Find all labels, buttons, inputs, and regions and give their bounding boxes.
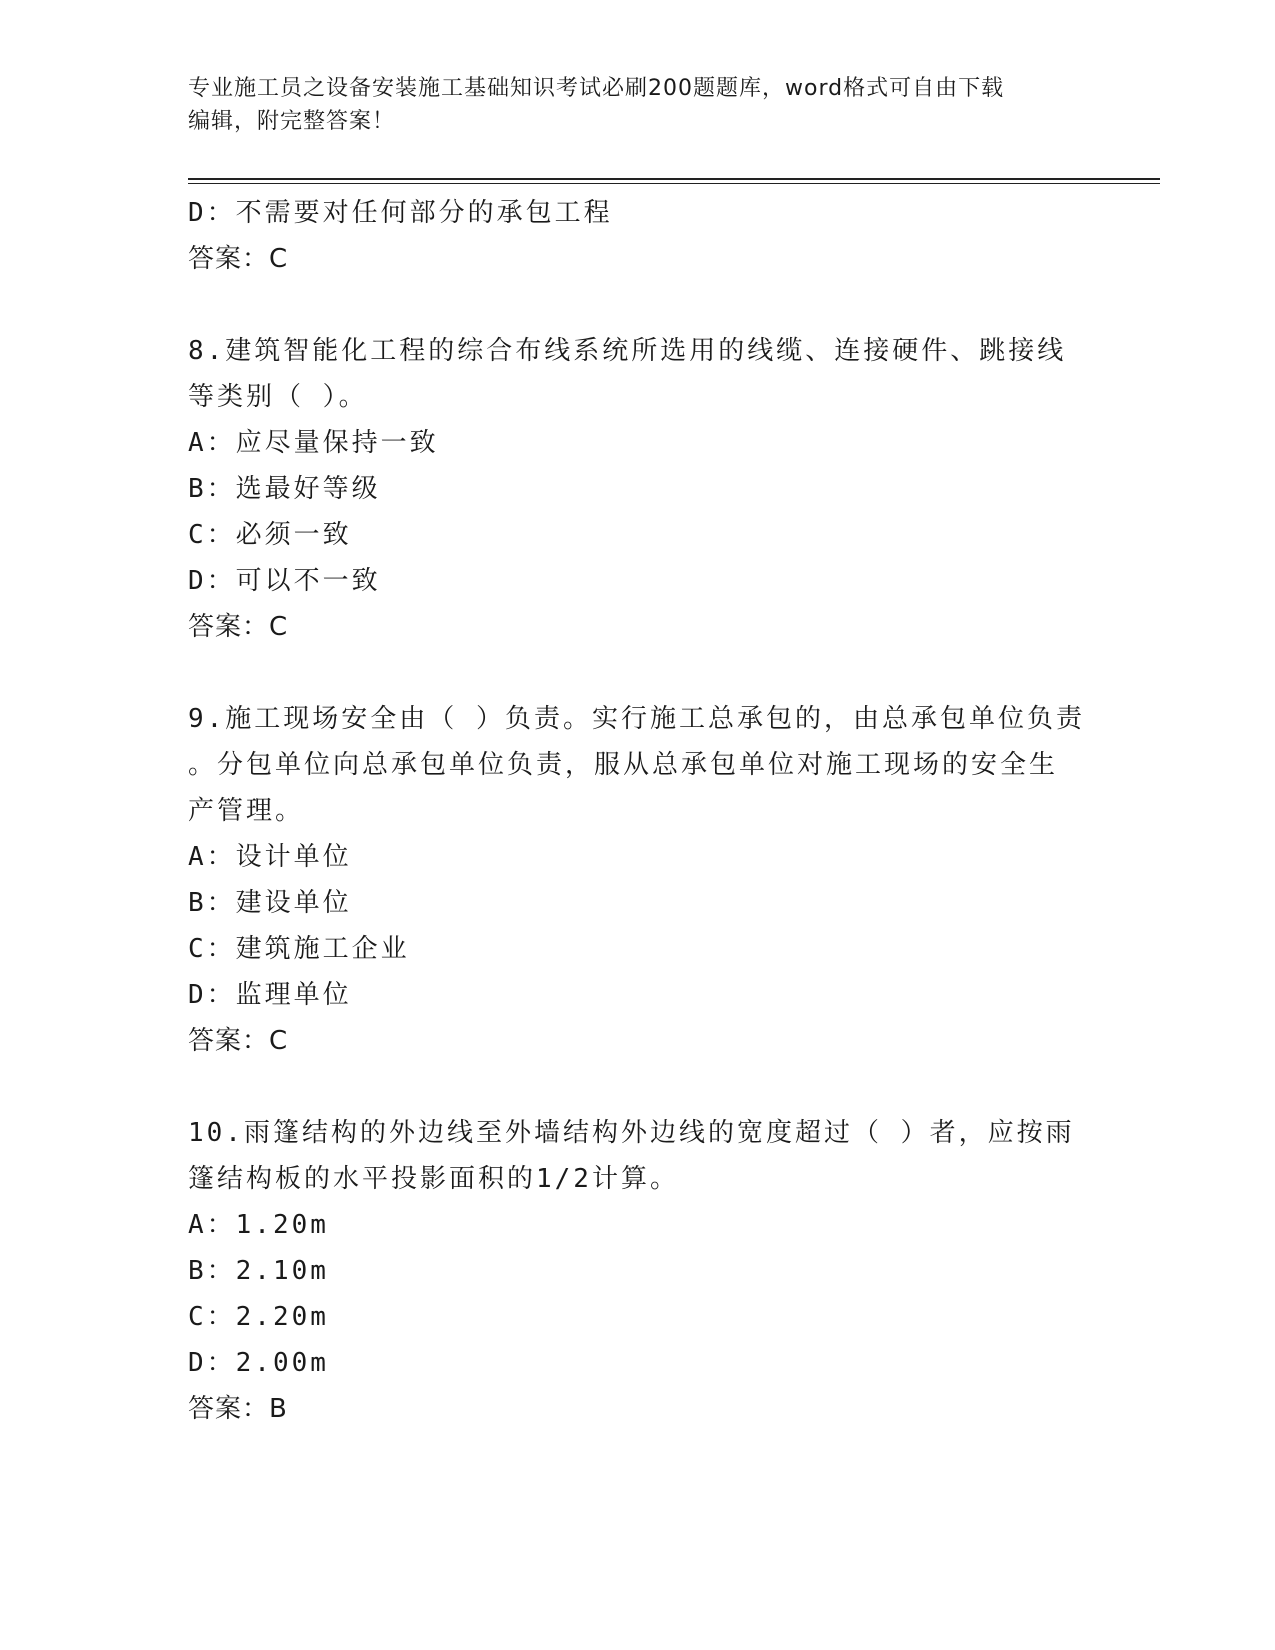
header-divider [188,178,1160,184]
prev-option-d: D：不需要对任何部分的承包工程 [188,198,613,228]
question-text-line: 等类别（ ）。 [188,382,368,412]
question-text-line: 8.建筑智能化工程的综合布线系统所选用的线缆、连接硬件、跳接线 [188,336,1067,366]
question-9 [188,696,1088,1064]
option-c: C：建筑施工企业 [188,934,410,964]
spacer [188,650,1088,696]
question-text-line: 篷结构板的水平投影面积的1/2计算。 [188,1164,679,1194]
option-c: C：2.20m [188,1302,329,1332]
answer: 答案：B [188,1394,288,1424]
question-content [188,190,1088,1432]
header-line-1: 专业施工员之设备安装施工基础知识考试必刷200题题库，word格式可自由下载 [188,76,1005,101]
option-b: B：选最好等级 [188,474,381,504]
question-text-line: 。分包单位向总承包单位负责，服从总承包单位对施工现场的安全生 [188,750,1059,780]
option-d: D：2.00m [188,1348,329,1378]
option-d: D：可以不一致 [188,566,381,596]
answer: 答案：C [188,612,289,642]
spacer [188,1064,1088,1110]
option-c: C：必须一致 [188,520,352,550]
prev-answer: 答案：C [188,244,289,274]
document-header [188,72,1088,138]
header-line-2: 编辑，附完整答案！ [188,109,396,134]
option-a: A：应尽量保持一致 [188,428,439,458]
answer: 答案：C [188,1026,289,1056]
question-text-line: 9.施工现场安全由（ ）负责。实行施工总承包的，由总承包单位负责 [188,704,1085,734]
question-text-line: 产管理。 [188,796,305,826]
question-text-line: 10.雨篷结构的外边线至外墙结构外边线的宽度超过（ ）者，应按雨 [188,1118,1075,1148]
option-d: D：监理单位 [188,980,352,1010]
question-8 [188,328,1088,650]
spacer [188,282,1088,328]
option-b: B：2.10m [188,1256,329,1286]
option-b: B：建设单位 [188,888,352,918]
option-a: A：设计单位 [188,842,352,872]
question-10 [188,1110,1088,1432]
option-a: A：1.20m [188,1210,329,1240]
